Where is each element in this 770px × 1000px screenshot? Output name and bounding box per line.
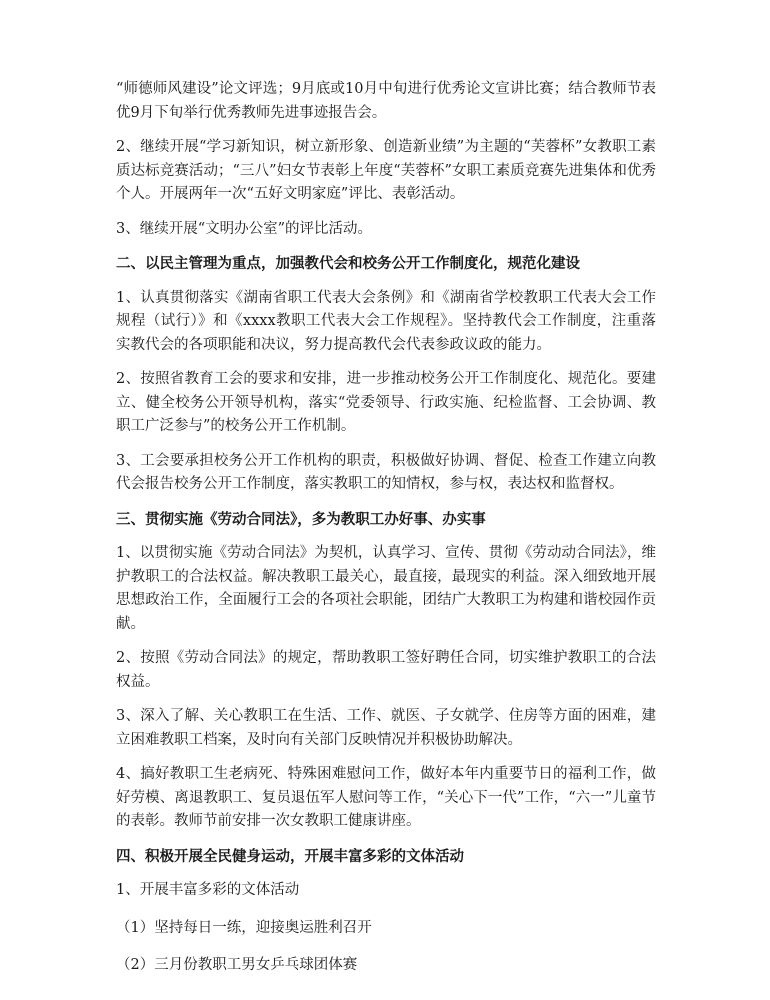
- paragraph-essay-contest: “师德师风建设”论文评选；9月底或10月中旬进行优秀论文宣讲比赛；结合教师节表优9月下旬举行优秀教师先进事迹报告会。: [116, 81, 656, 121]
- paragraph-furong-cup: 2、继续开展“学习新知识，树立新形象、创造新业绩”为主题的“芙蓉杯”女教职工素质达标竞赛活动；“三八”妇女节表彰上年度“芙蓉杯”女职工素质竞赛先进集体和优秀个人。开展两年一次“五好文明家庭”评比、表彰活动。: [116, 139, 656, 202]
- paragraph-congress-regulations: 1、认真贯彻落实《湖南省职工代表大会条例》和《湖南省学校教职工代表大会工作规程（试行）》和《xxxx教职工代表大会工作规程》。坚持教代会工作制度，注重落实教代会的各项职能和决议，努力提高教代会代表参政议政的能力。: [116, 289, 656, 353]
- list-item-daily-exercise: （1）坚持每日一练，迎接奥运胜利召开: [116, 919, 372, 936]
- paragraph-difficulties: 3、深入了解、关心教职工在生活、工作、就医、子女就学、住房等方面的困难，建立困难教职工档案，及时向有关部门反映情况并积极协助解决。: [116, 708, 656, 748]
- paragraph-labor-law-rights: 1、以贯彻实施《劳动合同法》为契机，认真学习、宣传、贯彻《劳动动合同法》，维护教职工的合法权益。解决教职工最关心，最直接，最现实的利益。深入细致地开展思想政治工作，全面履行工会的各项社会职能，团结广大教职工为构建和谐校园作贡献。: [116, 545, 656, 632]
- section-heading-democratic-management: 二、以民主管理为重点，加强教代会和校务公开工作制度化，规范化建设: [116, 255, 580, 272]
- list-item-table-tennis: （2）三月份教职工男女乒乓球团体赛: [116, 957, 358, 973]
- list-item-activities: 1、开展丰富多彩的文体活动: [116, 882, 300, 898]
- paragraph-welfare: 4、搞好教职工生老病死、特殊困难慰问工作，做好本年内重要节日的福利工作，做好劳模、离退教职工、复员退伍军人慰问等工作，“关心下一代”工作，“六一”儿童节的表彰。教师节前安排一次女教职工健康讲座。: [116, 766, 656, 829]
- section-heading-labor-contract-law: 三、贯彻实施《劳动合同法》，多为教职工办好事、办实事: [116, 510, 486, 528]
- paragraph-civilized-office: 3、继续开展“文明办公室”的评比活动。: [116, 220, 373, 237]
- section-heading-fitness: 四、积极开展全民健身运动，开展丰富多彩的文体活动: [116, 847, 464, 865]
- document-page: [116, 78, 656, 992]
- paragraph-union-duties: 3、工会要承担校务公开工作机构的职责，积极做好协调、督促、检查工作建立向教代会报告校务公开工作制度，落实教职工的知情权，参与权，表达权和监督权。: [116, 452, 656, 492]
- paragraph-employment-contract: 2、按照《劳动合同法》的规定，帮助教职工签好聘任合同，切实维护教职工的合法权益。: [116, 650, 656, 690]
- paragraph-affairs-openness: 2、按照省教育工会的要求和安排，进一步推动校务公开工作制度化、规范化。要建立、健全校务公开领导机构，落实“党委领导、行政实施、纪检监督、工会协调、教职工广泛参与”的校务公开工作机制。: [116, 371, 656, 434]
